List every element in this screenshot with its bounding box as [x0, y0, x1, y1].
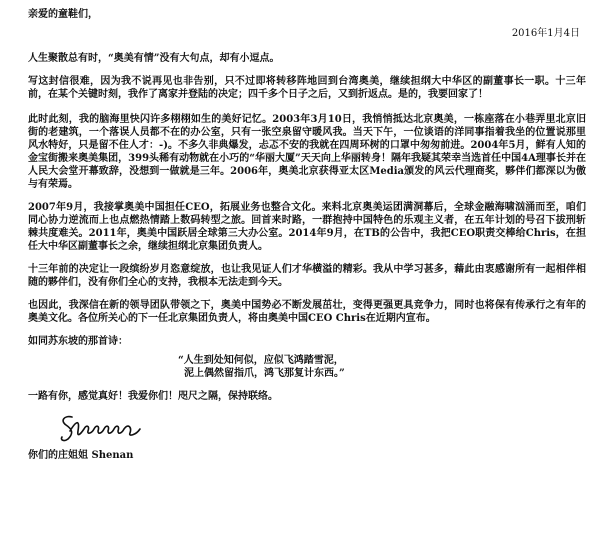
- poem: [178, 354, 586, 380]
- paragraph-4: 2007年9月，我接掌奥美中国担任CEO，拓展业务也整合文化。来料北京奥美运团满洞幕后，全球金融海啸汹涌而至，咱们同心协力逆流而上也点燃热情踏上数码转型之旅。回首来时路，一群抱持中国特色的乐观主义者，在五年计划的号召下拔刑斩棘共度难关。2011年，奥美中国跃居全球第三大办公室。2014年9月，在TB的公告中，我把CEO职责交棒给Chris，在担任大中华区副董事长之余，继续担纲北京集团负责人。: [28, 202, 586, 252]
- paragraph-6: 也因此，我深信在新的领导团队带领之下，奥美中国势必不断发展茁壮，变得更强更具竞争力，同时也将保有传承行之有年的奥美文化。各位所关心的下一任北京集团负责人，将由奥美中国CEO Chris在近期内宣布。: [28, 300, 586, 324]
- signoff: 你们的庄姐姐 Shenan: [28, 450, 134, 461]
- poem-intro: 如同苏东坡的那首诗：: [28, 336, 128, 347]
- signature-image: [58, 411, 168, 445]
- letter-date: 2016年1月4日: [511, 28, 580, 39]
- poem-line-2: 泥上偶然留指爪，鸿飞那复计东西。”: [184, 368, 345, 379]
- poem-line-1: “人生到处知何似，应似飞鸿踏雪泥，: [178, 355, 344, 366]
- paragraph-3: 此时此刻，我的脑海里快闪许多栩栩如生的美好记忆。2003年3月10日，我悄悄抵达北京奥美，一栋座落在小巷弄里北京旧街的老建筑，一个落误人员都不在的办公室，只有一张空泉留守暖风我。当天下午，一位谈语的洋同事指着我坐的位置说那里风水特好，只是留不住人才：-)。不多久非典爆发，忐忑不安的我就在四周环树的口罩中匆匆前进。2004年5月，鲜有人知的金宝街搬来奥美集团，399头稀有动物就在小巧的“华丽大厦”天天向上华丽转身！隔年我疑其荣幸当选首任中国4A理事长并在人民大会堂开幕致辞，没想到一做就是三年。2006年，奥美北京获得亚太区Media颁发的风云代理商奖，夥伴们都深以为傲与有荣焉。: [28, 114, 586, 190]
- salutation: 亲爱的童鞋们，: [28, 9, 98, 20]
- paragraph-2: 写这封信很难，因为我不说再见也非告别，只不过即将转移阵地回到台湾奥美，继续担纲大中华区的副董事长一职。十三年前，在某个关键时刻，我作了离家并登陆的决定；四千多个日子之后，又到折返点。是的，我要回家了！: [28, 76, 586, 100]
- handwritten-signature: [58, 411, 586, 445]
- paragraph-1: 人生聚散总有时，“奥美有情”没有大句点，却有小逗点。: [28, 53, 280, 64]
- closing-line: 一路有你，感觉真好！我爱你们！咫尺之隔，保持联络。: [28, 391, 278, 402]
- paragraph-5: 十三年前的决定让一段缤纷岁月恣意绽放，也让我见证人们才华横溢的精彩。我从中学习甚多，藉此由衷感谢所有一起相伴相随的夥伴们，没有你们全心的支持，我根本无法走到今天。: [28, 264, 586, 288]
